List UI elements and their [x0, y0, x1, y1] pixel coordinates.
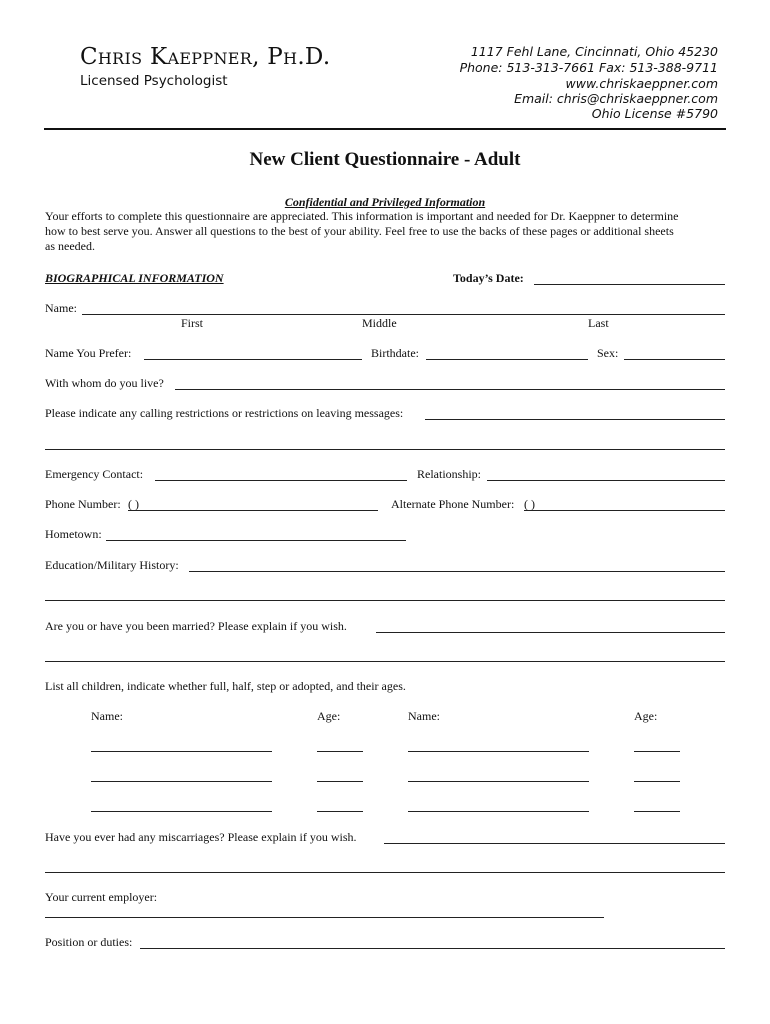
- miscarriages-field[interactable]: [384, 829, 725, 844]
- header-divider: [44, 128, 726, 130]
- child-name-field[interactable]: [91, 751, 272, 752]
- section-heading: BIOGRAPHICAL INFORMATION: [45, 271, 224, 285]
- preferred-name-label: Name You Prefer:: [45, 346, 132, 360]
- married-label: Are you or have you been married? Please explain if you wish.: [45, 619, 347, 633]
- preferred-name-field[interactable]: [144, 345, 362, 360]
- education-field[interactable]: [189, 557, 725, 572]
- live-with-field[interactable]: [175, 375, 725, 390]
- phone-area-code: ( ): [128, 497, 139, 511]
- name-label: Name:: [45, 301, 77, 315]
- intro-line-1: Your efforts to complete this questionnaire are appreciated. This information is important and needed for Dr. Kaeppner to determine: [45, 209, 679, 223]
- doctor-name: Chris Kaeppner, Ph.D.: [80, 44, 331, 70]
- doctor-title: Licensed Psychologist: [80, 73, 228, 89]
- child-age-field[interactable]: [634, 781, 680, 782]
- child-age-field[interactable]: [317, 751, 363, 752]
- child-name-field[interactable]: [408, 751, 589, 752]
- alt-phone-field[interactable]: [524, 496, 725, 511]
- address: 1117 Fehl Lane, Cincinnati, Ohio 45230: [470, 44, 718, 59]
- calling-restrictions-field[interactable]: [425, 405, 725, 420]
- todays-date-field[interactable]: [534, 270, 725, 285]
- birthdate-field[interactable]: [426, 345, 588, 360]
- emergency-contact-field[interactable]: [155, 466, 407, 481]
- phone-fax: Phone: 513-313-7661 Fax: 513-388-9711: [459, 60, 718, 75]
- phone-field[interactable]: [128, 496, 378, 511]
- child-age-field[interactable]: [317, 811, 363, 812]
- calling-restrictions-label: Please indicate any calling restrictions or restrictions on leaving messages:: [45, 406, 404, 420]
- live-with-label: With whom do you live?: [45, 376, 164, 390]
- todays-date-label: Today’s Date:: [453, 271, 524, 285]
- child-name-header-2: Name:: [408, 709, 440, 723]
- position-field[interactable]: [140, 934, 725, 949]
- alt-phone-label: Alternate Phone Number:: [391, 497, 515, 511]
- child-age-header-2: Age:: [634, 709, 658, 723]
- first-caption: First: [181, 316, 204, 330]
- child-age-header-1: Age:: [317, 709, 341, 723]
- education-field-2[interactable]: [45, 600, 725, 601]
- child-age-field[interactable]: [317, 781, 363, 782]
- relationship-label: Relationship:: [417, 467, 481, 481]
- child-name-field[interactable]: [91, 811, 272, 812]
- intro-line-2: how to best serve you. Answer all questions to the best of your ability. Feel free to use the backs of these pages or additional sheets: [45, 224, 674, 238]
- child-name-field[interactable]: [408, 781, 589, 782]
- phone-label: Phone Number:: [45, 497, 121, 511]
- education-label: Education/Military History:: [45, 558, 179, 572]
- name-field[interactable]: [82, 300, 725, 315]
- employer-label: Your current employer:: [45, 890, 158, 904]
- child-name-field[interactable]: [91, 781, 272, 782]
- child-age-field[interactable]: [634, 811, 680, 812]
- relationship-field[interactable]: [487, 466, 725, 481]
- middle-caption: Middle: [362, 316, 397, 330]
- sex-field[interactable]: [624, 345, 725, 360]
- emergency-contact-label: Emergency Contact:: [45, 467, 144, 481]
- confidential-note: Confidential and Privileged Information: [284, 195, 486, 209]
- miscarriages-label: Have you ever had any miscarriages? Please explain if you wish.: [45, 830, 357, 844]
- sex-label: Sex:: [597, 346, 619, 360]
- married-field[interactable]: [376, 618, 725, 633]
- hometown-label: Hometown:: [45, 527, 102, 541]
- email: Email: chris@chriskaeppner.com: [514, 91, 718, 106]
- birthdate-label: Birthdate:: [371, 346, 419, 360]
- child-age-field[interactable]: [634, 751, 680, 752]
- license: Ohio License #5790: [591, 106, 718, 121]
- calling-restrictions-field-2[interactable]: [45, 449, 725, 450]
- form-title: New Client Questionnaire - Adult: [249, 149, 521, 170]
- intro-line-3: as needed.: [45, 239, 95, 253]
- alt-phone-area-code: ( ): [524, 497, 535, 511]
- child-name-field[interactable]: [408, 811, 589, 812]
- position-label: Position or duties:: [45, 935, 133, 949]
- website: www.chriskaeppner.com: [565, 76, 718, 91]
- child-name-header-1: Name:: [91, 709, 123, 723]
- children-label: List all children, indicate whether full, half, step or adopted, and their ages.: [45, 679, 406, 693]
- miscarriages-field-2[interactable]: [45, 872, 725, 873]
- employer-field[interactable]: [45, 917, 604, 918]
- married-field-2[interactable]: [45, 661, 725, 662]
- last-caption: Last: [588, 316, 609, 330]
- hometown-field[interactable]: [106, 526, 406, 541]
